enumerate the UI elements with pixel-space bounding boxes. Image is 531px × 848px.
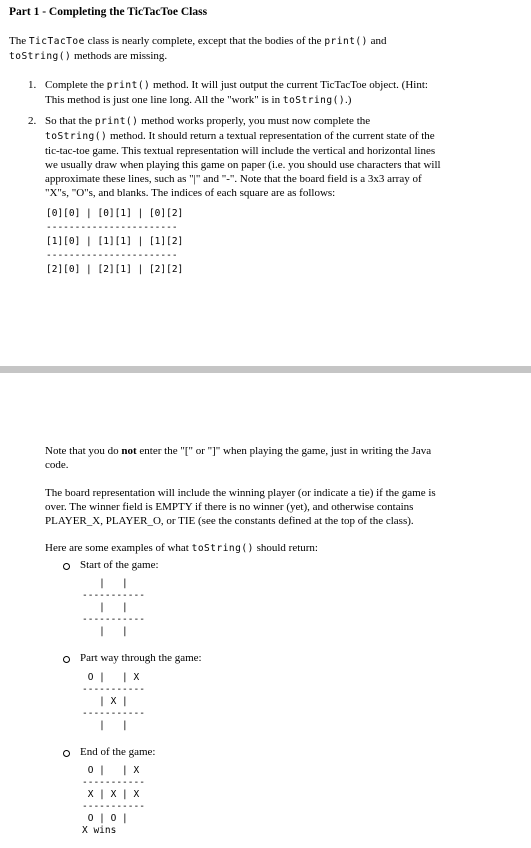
intro-paragraph: The TicTacToe class is nearly complete, except that the bodies of the print() and toString() methods are missing. — [9, 35, 387, 62]
code-tostring: toString() — [9, 51, 72, 62]
list-item-2: 2. So that the print() method works properly, you must now complete the toString() method. It should return a textual representation of the current state of the tic-tac-toe game. This textual representation will include the vertical and horizontal lines we usually draw when playing this game on paper (i.e. you should use characters that will approximate these lines, such as "|" and "-". Note that the board field is a 3x3 array of "X"s, "O"s, and blanks. The indices of each square are as follows: — [28, 115, 441, 199]
section-title: Part 1 - Completing the TicTacToe Class — [9, 6, 208, 18]
example-board: | | ----------- | | ----------- | | — [82, 578, 145, 637]
note-paragraph: Note that you do not enter the "[" or "]" when playing the game, just in writing the Java code. — [45, 445, 432, 471]
bullet-icon — [63, 750, 70, 757]
bullet-icon — [63, 656, 70, 663]
board-paragraph: The board representation will include the winning player (or indicate a tie) if the game is over. The winner field is EMPTY if there is no winner (yet), and otherwise contains PLAYER_X, PLAYER_O, or TIE (see the constants defined at the top of the class). — [45, 487, 436, 527]
example-label: Start of the game: — [80, 559, 159, 571]
bullet-icon — [63, 563, 70, 570]
indices-grid: [0][0] | [0][1] | [0][2] ----------------------- [1][0] | [1][1] | [1][2] ----------------------- [2][0] | [2][1] | [2][2] — [46, 208, 184, 275]
code-tictactoe: TicTacToe — [28, 36, 85, 47]
item-number: 1. — [28, 79, 37, 91]
example-label: End of the game: — [80, 746, 156, 758]
page-separator — [0, 366, 531, 373]
examples-intro: Here are some examples of what toString() should return: — [45, 542, 318, 554]
example-board: O | | X ----------- | X | ----------- | | — [82, 672, 145, 731]
item-number: 2. — [28, 115, 37, 127]
example-board: O | | X ----------- X | X | X ----------- O | O | X wins — [82, 765, 145, 836]
example-label: Part way through the game: — [80, 652, 202, 664]
code-print: print() — [324, 36, 368, 47]
list-item-1: 1. Complete the print() method. It will just output the current TicTacToe object. (Hint: This method is just one line long. All the "work" is in toString().) — [28, 79, 428, 106]
